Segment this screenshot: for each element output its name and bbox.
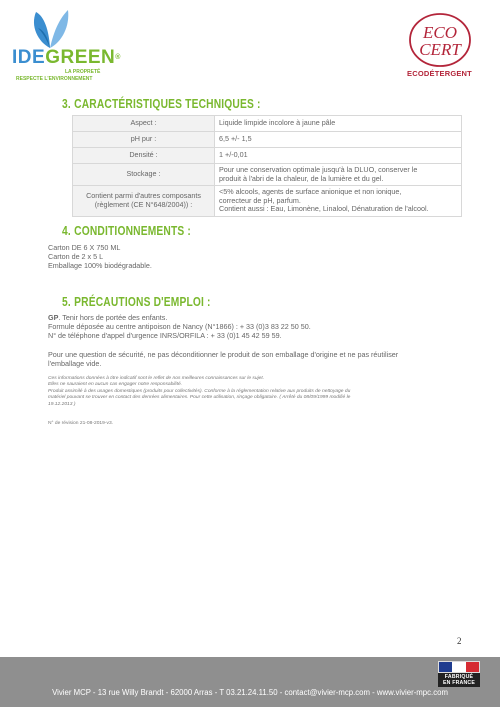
footer-bar — [0, 657, 500, 707]
ecocert-line2: CERT — [419, 40, 461, 59]
emergency-phone-line: N° de téléphone d'appel d'urgence INRS/ORFILA : + 33 (0)1 45 42 59 59. — [48, 331, 282, 340]
table-cell-value: Liquide limpide incolore à jaune pâle — [215, 116, 462, 132]
butterfly-icon — [30, 8, 70, 50]
gp-precaution-line: GP. Tenir hors de portée des enfants. — [48, 313, 168, 322]
idegreen-logo — [12, 8, 122, 80]
ecocert-line1: ECO — [423, 23, 457, 42]
safety-line: Pour une question de sécurité, ne pas déconditionner le produit de son emballage d'origine et ne pas réutiliser — [48, 350, 399, 359]
brand-tagline-line2: RESPECTE L'ENVIRONNEMENT — [16, 76, 93, 82]
table-row — [73, 116, 462, 132]
table-cell-label: Contient parmi d'autres composants (règlement (CE N°648/2004)) : — [73, 186, 215, 217]
section-5-title: 5. PRÉCAUTIONS D'EMPLOI : — [62, 295, 211, 309]
safety-line: l'emballage vide. — [48, 359, 102, 368]
table-cell-value: 6,5 +/- 1,5 — [215, 132, 462, 148]
footer-address: Vivier MCP - 13 rue Willy Brandt - 62000 Arras - T 03.21.24.11.50 - contact@vivier-mcp.com - www.vivier-mpc.com — [52, 688, 448, 697]
brand-wordmark: IDEGREEN® — [12, 47, 121, 68]
disclaimer-line: Ces informations données à titre indicatif sont le reflet de nos meilleures connaissances sur le sujet. — [48, 376, 265, 381]
ecocert-seal-icon — [407, 12, 473, 68]
disclaimer-line: Produit assimilé à des usages domestiques (produits pour collectivités). Conforme à la réglementation relative aux produits de nettoyage du — [48, 389, 351, 394]
section-4-title: 4. CONDITIONNEMENTS : — [62, 224, 192, 238]
made-in-france-badge: FABRIQUÉ EN FRANCE — [438, 661, 480, 687]
table-row — [73, 148, 462, 164]
french-flag-icon — [438, 661, 480, 673]
table-cell-label: Stockage : — [73, 164, 215, 186]
table-cell-label: Densité : — [73, 148, 215, 164]
ecocert-logo — [397, 12, 482, 77]
table-cell-label: pH pur : — [73, 132, 215, 148]
packaging-line: Emballage 100% biodégradable. — [48, 261, 152, 270]
page-number: 2 — [457, 636, 462, 646]
table-cell-value: <5% alcools, agents de surface anionique et non ionique, correcteur de pH, parfum. Contient aussi : Eau, Limonène, Linalool, Dénaturation de l'alcool. — [215, 186, 462, 217]
disclaimer-line: matériel pouvant se trouver en contact des denrées alimentaires. Pour cette utilisation, rinçage obligatoire. ( Arrêté du 08/09/1999 modifié le — [48, 395, 351, 400]
table-cell-value: 1 +/-0,01 — [215, 148, 462, 164]
technical-characteristics-table — [72, 115, 462, 217]
packaging-line: Carton de 2 x 5 L — [48, 252, 104, 261]
section-3-title: 3. CARACTÉRISTIQUES TECHNIQUES : — [62, 97, 261, 111]
disclaimer-line: Elles ne sauraient en aucun cas engager notre responsabilité. — [48, 382, 183, 387]
gp-label: GP — [48, 313, 59, 322]
poison-center-line: Formule déposée au centre antipoison de Nancy (N°1866) : + 33 (0)3 83 22 50 50. — [48, 322, 311, 331]
revision-number: N° de révision 21-08-2019-v3. — [48, 421, 114, 426]
table-row — [73, 132, 462, 148]
brand-tagline-line1: LA PROPRETÉ — [65, 69, 101, 75]
table-cell-label: Aspect : — [73, 116, 215, 132]
table-row — [73, 164, 462, 186]
disclaimer-line: 19.12.2013 ) — [48, 402, 76, 407]
packaging-line: Carton DE 6 X 750 ML — [48, 243, 121, 252]
table-cell-value: Pour une conservation optimale jusqu'à la DLUO, conserver le produit à l'abri de la chaleur, de la lumière et du gel. — [215, 164, 462, 186]
table-row — [73, 186, 462, 217]
ecocert-label: ECODÉTERGENT — [407, 69, 472, 78]
